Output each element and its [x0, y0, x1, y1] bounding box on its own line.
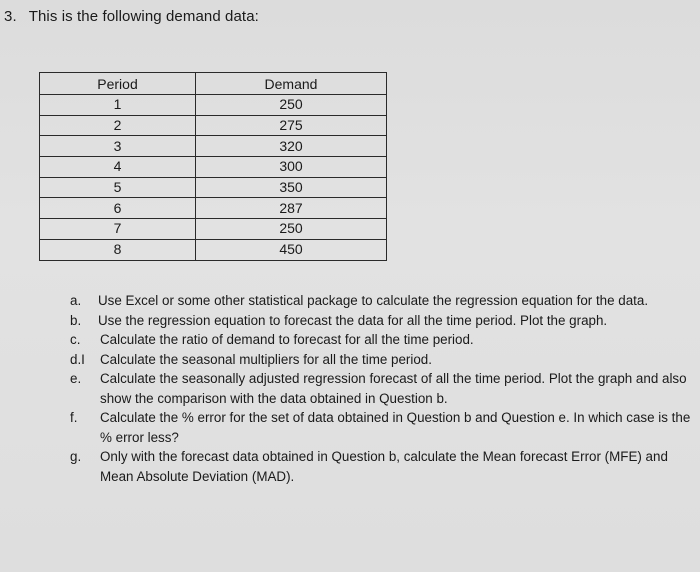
- list-item: [70, 447, 695, 486]
- period-cell: 6: [40, 198, 196, 219]
- item-text: Only with the forecast data obtained in Question b, calculate the Mean forecast Error (MFE) and Mean Absolute Deviation (MAD).: [100, 449, 668, 484]
- table-row: [40, 198, 387, 219]
- demand-cell: 320: [196, 136, 387, 157]
- list-item: [70, 291, 695, 311]
- question-heading: [4, 8, 259, 25]
- table-header-row: [40, 73, 387, 95]
- item-text: Calculate the % error for the set of data obtained in Question b and Question e. In which case is the % error less?: [100, 410, 691, 445]
- question-list: [70, 291, 695, 486]
- table-row: [40, 177, 387, 198]
- item-marker: b.: [70, 312, 82, 328]
- table-row: [40, 239, 387, 260]
- period-cell: 3: [40, 136, 196, 157]
- list-item: [70, 408, 695, 447]
- header-demand: Demand: [196, 73, 387, 95]
- period-cell: 5: [40, 177, 196, 198]
- item-text: Calculate the seasonally adjusted regression forecast of all the time period. Plot the graph and also show the comparison with the data obtained in Question b.: [100, 371, 687, 406]
- item-marker: g.: [70, 449, 82, 464]
- period-cell: 7: [40, 219, 196, 240]
- demand-cell: 350: [196, 177, 387, 198]
- demand-cell: 250: [196, 95, 387, 116]
- table-row: [40, 157, 387, 178]
- period-cell: 8: [40, 239, 196, 260]
- item-marker: e.: [70, 371, 82, 386]
- list-item: [70, 311, 695, 331]
- period-cell: 2: [40, 115, 196, 136]
- header-period: Period: [40, 73, 196, 95]
- table-row: [40, 136, 387, 157]
- demand-cell: 287: [196, 198, 387, 219]
- item-marker: d.I: [70, 351, 85, 367]
- period-cell: 4: [40, 157, 196, 178]
- list-item: [70, 350, 695, 370]
- demand-cell: 450: [196, 239, 387, 260]
- demand-cell: 300: [196, 157, 387, 178]
- demand-cell: 250: [196, 219, 387, 240]
- demand-table: [39, 72, 387, 261]
- question-number: 3.: [4, 8, 17, 25]
- item-marker: c.: [70, 332, 81, 347]
- list-item: [70, 330, 695, 350]
- demand-cell: 275: [196, 115, 387, 136]
- table-row: [40, 219, 387, 240]
- item-marker: f.: [70, 410, 78, 425]
- item-text: Calculate the ratio of demand to forecast for all the time period.: [100, 332, 474, 347]
- item-text: Use Excel or some other statistical package to calculate the regression equation for the data.: [98, 293, 649, 308]
- table-row: [40, 115, 387, 136]
- list-item: [70, 369, 695, 408]
- period-cell: 1: [40, 95, 196, 116]
- item-text: Use the regression equation to forecast the data for all the time period. Plot the graph.: [98, 312, 608, 328]
- item-text: Calculate the seasonal multipliers for all the time period.: [100, 351, 432, 367]
- table-row: [40, 95, 387, 116]
- question-heading-text: This is the following demand data:: [28, 8, 259, 25]
- item-marker: a.: [70, 293, 82, 308]
